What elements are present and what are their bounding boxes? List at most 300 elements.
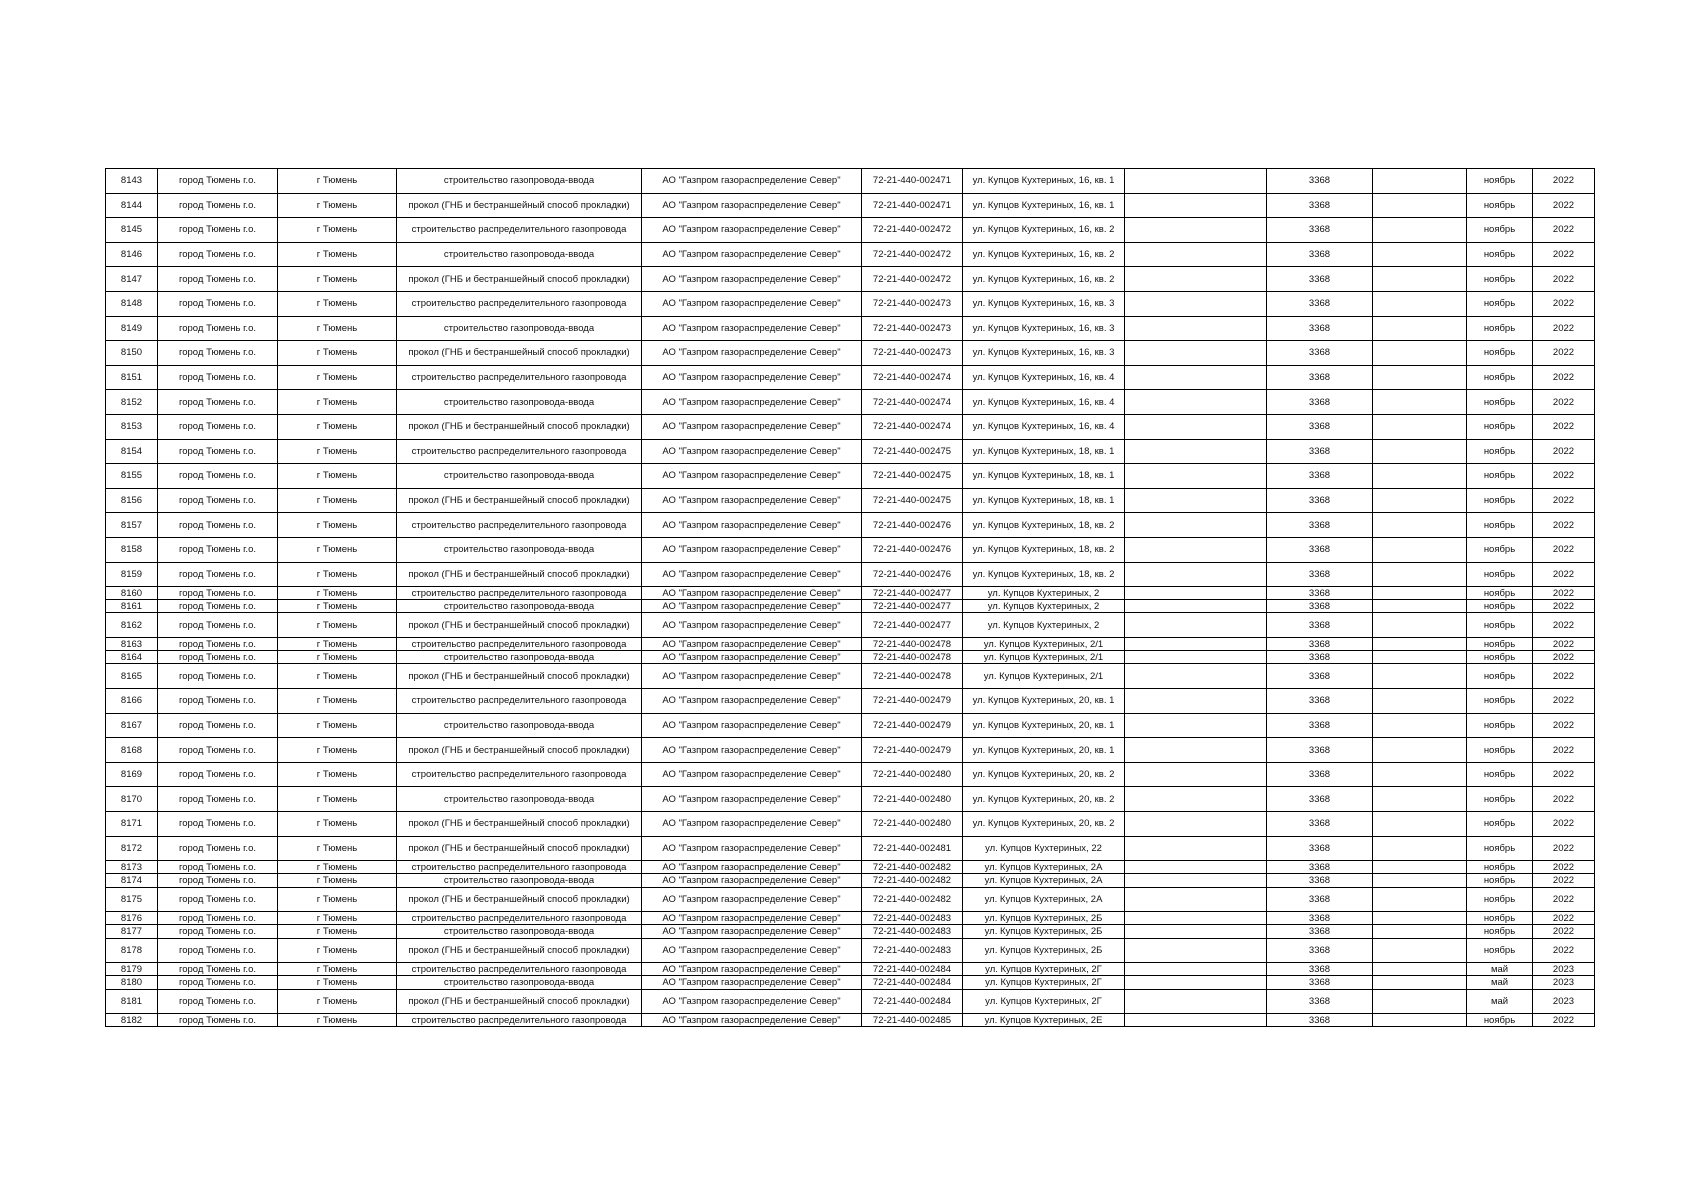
table-row xyxy=(106,613,1595,638)
cell-code: 72-21-440-002478 xyxy=(862,651,963,664)
cell-address: ул. Купцов Кухтериных, 2Г xyxy=(963,976,1125,989)
cell-num: 8145 xyxy=(106,218,158,243)
cell-value: 3368 xyxy=(1267,738,1373,763)
cell-month: ноябрь xyxy=(1467,587,1533,600)
cell-value: 3368 xyxy=(1267,874,1373,887)
cell-code: 72-21-440-002476 xyxy=(862,562,963,587)
cell-blank xyxy=(1373,464,1467,489)
cell-num: 8181 xyxy=(106,989,158,1014)
cell-blank xyxy=(1373,989,1467,1014)
cell-year: 2022 xyxy=(1533,291,1595,316)
table-row xyxy=(106,912,1595,925)
table-row xyxy=(106,861,1595,874)
cell-org: АО "Газпром газораспределение Север" xyxy=(642,439,862,464)
cell-org: АО "Газпром газораспределение Север" xyxy=(642,861,862,874)
cell-blank xyxy=(1373,836,1467,861)
cell-value: 3368 xyxy=(1267,912,1373,925)
cell-num: 8148 xyxy=(106,291,158,316)
cell-org: АО "Газпром газораспределение Север" xyxy=(642,291,862,316)
cell-month: ноябрь xyxy=(1467,713,1533,738)
cell-city: г Тюмень xyxy=(278,925,397,938)
cell-code: 72-21-440-002476 xyxy=(862,537,963,562)
cell-district: город Тюмень г.о. xyxy=(158,488,278,513)
cell-org: АО "Газпром газораспределение Север" xyxy=(642,664,862,689)
cell-blank xyxy=(1373,439,1467,464)
cell-district: город Тюмень г.о. xyxy=(158,738,278,763)
cell-extra xyxy=(1125,365,1267,390)
table-row xyxy=(106,738,1595,763)
cell-value: 3368 xyxy=(1267,762,1373,787)
cell-value: 3368 xyxy=(1267,464,1373,489)
cell-district: город Тюмень г.о. xyxy=(158,689,278,714)
cell-value: 3368 xyxy=(1267,664,1373,689)
cell-month: ноябрь xyxy=(1467,861,1533,874)
cell-city: г Тюмень xyxy=(278,488,397,513)
cell-value: 3368 xyxy=(1267,651,1373,664)
cell-work: прокол (ГНБ и бестраншейный способ прокладки) xyxy=(397,193,642,218)
cell-code: 72-21-440-002475 xyxy=(862,488,963,513)
cell-month: ноябрь xyxy=(1467,664,1533,689)
cell-value: 3368 xyxy=(1267,193,1373,218)
table-row xyxy=(106,713,1595,738)
table-row xyxy=(106,390,1595,415)
cell-month: ноябрь xyxy=(1467,836,1533,861)
cell-code: 72-21-440-002481 xyxy=(862,836,963,861)
cell-work: прокол (ГНБ и бестраншейный способ прокладки) xyxy=(397,836,642,861)
cell-work: строительство газопровода-ввода xyxy=(397,925,642,938)
cell-org: АО "Газпром газораспределение Север" xyxy=(642,689,862,714)
cell-blank xyxy=(1373,537,1467,562)
cell-address: ул. Купцов Кухтериных, 20, кв. 2 xyxy=(963,787,1125,812)
cell-work: строительство газопровода-ввода xyxy=(397,713,642,738)
cell-value: 3368 xyxy=(1267,938,1373,963)
table-row xyxy=(106,787,1595,812)
cell-blank xyxy=(1373,812,1467,837)
cell-address: ул. Купцов Кухтериных, 20, кв. 1 xyxy=(963,738,1125,763)
cell-address: ул. Купцов Кухтериных, 16, кв. 3 xyxy=(963,341,1125,366)
cell-year: 2023 xyxy=(1533,976,1595,989)
cell-code: 72-21-440-002471 xyxy=(862,193,963,218)
cell-year: 2022 xyxy=(1533,812,1595,837)
table-row xyxy=(106,812,1595,837)
cell-org: АО "Газпром газораспределение Север" xyxy=(642,787,862,812)
cell-code: 72-21-440-002483 xyxy=(862,912,963,925)
cell-month: ноябрь xyxy=(1467,613,1533,638)
cell-value: 3368 xyxy=(1267,836,1373,861)
cell-city: г Тюмень xyxy=(278,316,397,341)
cell-address: ул. Купцов Кухтериных, 16, кв. 4 xyxy=(963,365,1125,390)
table-row xyxy=(106,836,1595,861)
cell-num: 8158 xyxy=(106,537,158,562)
cell-district: город Тюмень г.о. xyxy=(158,242,278,267)
cell-value: 3368 xyxy=(1267,812,1373,837)
cell-num: 8166 xyxy=(106,689,158,714)
cell-work: прокол (ГНБ и бестраншейный способ прокладки) xyxy=(397,989,642,1014)
cell-address: ул. Купцов Кухтериных, 16, кв. 1 xyxy=(963,193,1125,218)
cell-month: ноябрь xyxy=(1467,812,1533,837)
cell-extra xyxy=(1125,963,1267,976)
cell-district: город Тюмень г.о. xyxy=(158,787,278,812)
cell-extra xyxy=(1125,169,1267,194)
cell-extra xyxy=(1125,390,1267,415)
cell-city: г Тюмень xyxy=(278,651,397,664)
cell-year: 2022 xyxy=(1533,613,1595,638)
cell-org: АО "Газпром газораспределение Север" xyxy=(642,464,862,489)
cell-extra xyxy=(1125,976,1267,989)
cell-year: 2022 xyxy=(1533,887,1595,912)
cell-city: г Тюмень xyxy=(278,242,397,267)
table-row xyxy=(106,600,1595,613)
cell-work: строительство газопровода-ввода xyxy=(397,600,642,613)
cell-month: ноябрь xyxy=(1467,638,1533,651)
cell-address: ул. Купцов Кухтериных, 18, кв. 1 xyxy=(963,439,1125,464)
cell-district: город Тюмень г.о. xyxy=(158,812,278,837)
cell-num: 8164 xyxy=(106,651,158,664)
cell-year: 2022 xyxy=(1533,861,1595,874)
cell-blank xyxy=(1373,488,1467,513)
table-row xyxy=(106,689,1595,714)
cell-extra xyxy=(1125,316,1267,341)
cell-extra xyxy=(1125,812,1267,837)
cell-num: 8173 xyxy=(106,861,158,874)
cell-org: АО "Газпром газораспределение Север" xyxy=(642,218,862,243)
table-row xyxy=(106,1014,1595,1027)
cell-org: АО "Газпром газораспределение Север" xyxy=(642,587,862,600)
cell-extra xyxy=(1125,488,1267,513)
table-row xyxy=(106,887,1595,912)
cell-code: 72-21-440-002480 xyxy=(862,787,963,812)
cell-org: АО "Газпром газораспределение Север" xyxy=(642,562,862,587)
cell-extra xyxy=(1125,689,1267,714)
cell-city: г Тюмень xyxy=(278,537,397,562)
cell-blank xyxy=(1373,738,1467,763)
table-row xyxy=(106,664,1595,689)
cell-district: город Тюмень г.о. xyxy=(158,316,278,341)
cell-city: г Тюмень xyxy=(278,713,397,738)
cell-value: 3368 xyxy=(1267,169,1373,194)
cell-year: 2022 xyxy=(1533,169,1595,194)
cell-code: 72-21-440-002472 xyxy=(862,267,963,292)
cell-city: г Тюмень xyxy=(278,874,397,887)
cell-org: АО "Газпром газораспределение Север" xyxy=(642,365,862,390)
cell-value: 3368 xyxy=(1267,613,1373,638)
cell-work: строительство распределительного газопровода xyxy=(397,439,642,464)
cell-num: 8143 xyxy=(106,169,158,194)
cell-blank xyxy=(1373,976,1467,989)
cell-district: город Тюмень г.о. xyxy=(158,464,278,489)
cell-org: АО "Газпром газораспределение Север" xyxy=(642,169,862,194)
table-row xyxy=(106,439,1595,464)
cell-work: прокол (ГНБ и бестраншейный способ прокладки) xyxy=(397,562,642,587)
cell-blank xyxy=(1373,169,1467,194)
cell-work: строительство распределительного газопровода xyxy=(397,963,642,976)
cell-city: г Тюмень xyxy=(278,861,397,874)
cell-year: 2023 xyxy=(1533,963,1595,976)
cell-year: 2022 xyxy=(1533,267,1595,292)
cell-month: ноябрь xyxy=(1467,390,1533,415)
cell-org: АО "Газпром газораспределение Север" xyxy=(642,874,862,887)
cell-blank xyxy=(1373,912,1467,925)
table-row xyxy=(106,316,1595,341)
table-row xyxy=(106,989,1595,1014)
cell-district: город Тюмень г.о. xyxy=(158,613,278,638)
cell-extra xyxy=(1125,912,1267,925)
cell-month: ноябрь xyxy=(1467,488,1533,513)
cell-city: г Тюмень xyxy=(278,1014,397,1027)
cell-extra xyxy=(1125,537,1267,562)
cell-month: ноябрь xyxy=(1467,912,1533,925)
cell-value: 3368 xyxy=(1267,887,1373,912)
cell-address: ул. Купцов Кухтериных, 18, кв. 2 xyxy=(963,537,1125,562)
cell-org: АО "Газпром газораспределение Север" xyxy=(642,193,862,218)
cell-value: 3368 xyxy=(1267,1014,1373,1027)
cell-year: 2022 xyxy=(1533,925,1595,938)
cell-month: ноябрь xyxy=(1467,267,1533,292)
cell-city: г Тюмень xyxy=(278,414,397,439)
cell-blank xyxy=(1373,242,1467,267)
table-row xyxy=(106,193,1595,218)
cell-year: 2022 xyxy=(1533,836,1595,861)
cell-code: 72-21-440-002482 xyxy=(862,874,963,887)
cell-address: ул. Купцов Кухтериных, 2/1 xyxy=(963,651,1125,664)
cell-code: 72-21-440-002472 xyxy=(862,242,963,267)
cell-extra xyxy=(1125,651,1267,664)
cell-blank xyxy=(1373,316,1467,341)
table-row xyxy=(106,464,1595,489)
cell-org: АО "Газпром газораспределение Север" xyxy=(642,812,862,837)
cell-city: г Тюмень xyxy=(278,218,397,243)
cell-year: 2022 xyxy=(1533,390,1595,415)
cell-district: город Тюмень г.о. xyxy=(158,976,278,989)
cell-address: ул. Купцов Кухтериных, 18, кв. 2 xyxy=(963,562,1125,587)
cell-month: ноябрь xyxy=(1467,537,1533,562)
table-row xyxy=(106,414,1595,439)
cell-work: прокол (ГНБ и бестраншейный способ прокладки) xyxy=(397,341,642,366)
cell-work: прокол (ГНБ и бестраншейный способ прокладки) xyxy=(397,414,642,439)
cell-org: АО "Газпром газораспределение Север" xyxy=(642,836,862,861)
cell-year: 2022 xyxy=(1533,600,1595,613)
cell-org: АО "Газпром газораспределение Север" xyxy=(642,651,862,664)
cell-month: ноябрь xyxy=(1467,887,1533,912)
cell-value: 3368 xyxy=(1267,861,1373,874)
cell-work: прокол (ГНБ и бестраншейный способ прокладки) xyxy=(397,887,642,912)
cell-month: ноябрь xyxy=(1467,874,1533,887)
cell-num: 8182 xyxy=(106,1014,158,1027)
cell-month: ноябрь xyxy=(1467,341,1533,366)
cell-year: 2022 xyxy=(1533,664,1595,689)
table-row xyxy=(106,291,1595,316)
cell-org: АО "Газпром газораспределение Север" xyxy=(642,989,862,1014)
table-row xyxy=(106,925,1595,938)
cell-code: 72-21-440-002478 xyxy=(862,664,963,689)
cell-work: строительство распределительного газопровода xyxy=(397,762,642,787)
cell-org: АО "Газпром газораспределение Север" xyxy=(642,267,862,292)
cell-extra xyxy=(1125,613,1267,638)
cell-address: ул. Купцов Кухтериных, 2 xyxy=(963,600,1125,613)
cell-value: 3368 xyxy=(1267,488,1373,513)
cell-work: строительство газопровода-ввода xyxy=(397,464,642,489)
cell-code: 72-21-440-002472 xyxy=(862,218,963,243)
cell-city: г Тюмень xyxy=(278,976,397,989)
cell-city: г Тюмень xyxy=(278,169,397,194)
table-row xyxy=(106,488,1595,513)
cell-district: город Тюмень г.о. xyxy=(158,861,278,874)
cell-num: 8144 xyxy=(106,193,158,218)
cell-year: 2022 xyxy=(1533,787,1595,812)
cell-code: 72-21-440-002475 xyxy=(862,439,963,464)
cell-code: 72-21-440-002480 xyxy=(862,762,963,787)
cell-code: 72-21-440-002484 xyxy=(862,976,963,989)
cell-value: 3368 xyxy=(1267,963,1373,976)
cell-year: 2022 xyxy=(1533,193,1595,218)
cell-blank xyxy=(1373,925,1467,938)
cell-district: город Тюмень г.о. xyxy=(158,562,278,587)
cell-value: 3368 xyxy=(1267,989,1373,1014)
cell-address: ул. Купцов Кухтериных, 2 xyxy=(963,587,1125,600)
cell-org: АО "Газпром газораспределение Север" xyxy=(642,762,862,787)
cell-extra xyxy=(1125,861,1267,874)
cell-extra xyxy=(1125,1014,1267,1027)
cell-address: ул. Купцов Кухтериных, 16, кв. 4 xyxy=(963,390,1125,415)
cell-address: ул. Купцов Кухтериных, 2А xyxy=(963,874,1125,887)
cell-code: 72-21-440-002473 xyxy=(862,341,963,366)
cell-year: 2022 xyxy=(1533,464,1595,489)
cell-year: 2022 xyxy=(1533,488,1595,513)
cell-extra xyxy=(1125,738,1267,763)
cell-month: ноябрь xyxy=(1467,513,1533,538)
cell-district: город Тюмень г.о. xyxy=(158,341,278,366)
cell-org: АО "Газпром газораспределение Север" xyxy=(642,600,862,613)
cell-num: 8162 xyxy=(106,613,158,638)
cell-extra xyxy=(1125,291,1267,316)
cell-year: 2022 xyxy=(1533,218,1595,243)
table-row xyxy=(106,874,1595,887)
cell-num: 8168 xyxy=(106,738,158,763)
data-table xyxy=(105,168,1595,1027)
cell-address: ул. Купцов Кухтериных, 2Г xyxy=(963,989,1125,1014)
table-row xyxy=(106,562,1595,587)
cell-district: город Тюмень г.о. xyxy=(158,439,278,464)
cell-district: город Тюмень г.о. xyxy=(158,169,278,194)
cell-num: 8178 xyxy=(106,938,158,963)
table-row xyxy=(106,242,1595,267)
cell-address: ул. Купцов Кухтериных, 16, кв. 2 xyxy=(963,242,1125,267)
cell-address: ул. Купцов Кухтериных, 16, кв. 2 xyxy=(963,267,1125,292)
cell-address: ул. Купцов Кухтериных, 2 xyxy=(963,613,1125,638)
cell-value: 3368 xyxy=(1267,689,1373,714)
table-row xyxy=(106,218,1595,243)
cell-address: ул. Купцов Кухтериных, 2/1 xyxy=(963,638,1125,651)
cell-code: 72-21-440-002474 xyxy=(862,365,963,390)
cell-address: ул. Купцов Кухтериных, 20, кв. 2 xyxy=(963,762,1125,787)
cell-extra xyxy=(1125,600,1267,613)
cell-year: 2022 xyxy=(1533,1014,1595,1027)
table-row xyxy=(106,537,1595,562)
cell-month: ноябрь xyxy=(1467,291,1533,316)
cell-value: 3368 xyxy=(1267,439,1373,464)
cell-work: прокол (ГНБ и бестраншейный способ прокладки) xyxy=(397,488,642,513)
cell-year: 2022 xyxy=(1533,316,1595,341)
cell-blank xyxy=(1373,874,1467,887)
cell-extra xyxy=(1125,414,1267,439)
cell-city: г Тюмень xyxy=(278,638,397,651)
cell-blank xyxy=(1373,291,1467,316)
cell-district: город Тюмень г.о. xyxy=(158,291,278,316)
cell-district: город Тюмень г.о. xyxy=(158,537,278,562)
table-row xyxy=(106,762,1595,787)
cell-address: ул. Купцов Кухтериных, 20, кв. 1 xyxy=(963,689,1125,714)
cell-district: город Тюмень г.о. xyxy=(158,938,278,963)
cell-extra xyxy=(1125,242,1267,267)
cell-extra xyxy=(1125,874,1267,887)
cell-district: город Тюмень г.о. xyxy=(158,651,278,664)
cell-district: город Тюмень г.о. xyxy=(158,836,278,861)
cell-num: 8169 xyxy=(106,762,158,787)
cell-address: ул. Купцов Кухтериных, 2Е xyxy=(963,1014,1125,1027)
cell-org: АО "Газпром газораспределение Север" xyxy=(642,887,862,912)
cell-city: г Тюмень xyxy=(278,365,397,390)
cell-value: 3368 xyxy=(1267,976,1373,989)
cell-city: г Тюмень xyxy=(278,513,397,538)
table-row xyxy=(106,341,1595,366)
table-row xyxy=(106,963,1595,976)
cell-code: 72-21-440-002474 xyxy=(862,414,963,439)
cell-year: 2022 xyxy=(1533,713,1595,738)
cell-org: АО "Газпром газораспределение Север" xyxy=(642,414,862,439)
cell-district: город Тюмень г.о. xyxy=(158,365,278,390)
cell-blank xyxy=(1373,938,1467,963)
cell-month: ноябрь xyxy=(1467,1014,1533,1027)
cell-month: ноябрь xyxy=(1467,762,1533,787)
cell-work: прокол (ГНБ и бестраншейный способ прокладки) xyxy=(397,664,642,689)
cell-address: ул. Купцов Кухтериных, 2/1 xyxy=(963,664,1125,689)
table-row xyxy=(106,267,1595,292)
cell-month: ноябрь xyxy=(1467,242,1533,267)
cell-address: ул. Купцов Кухтериных, 22 xyxy=(963,836,1125,861)
cell-extra xyxy=(1125,925,1267,938)
cell-num: 8165 xyxy=(106,664,158,689)
cell-city: г Тюмень xyxy=(278,562,397,587)
cell-blank xyxy=(1373,762,1467,787)
cell-work: строительство газопровода-ввода xyxy=(397,651,642,664)
cell-blank xyxy=(1373,613,1467,638)
cell-blank xyxy=(1373,414,1467,439)
cell-value: 3368 xyxy=(1267,600,1373,613)
cell-city: г Тюмень xyxy=(278,193,397,218)
cell-city: г Тюмень xyxy=(278,963,397,976)
cell-district: город Тюмень г.о. xyxy=(158,912,278,925)
cell-month: ноябрь xyxy=(1467,439,1533,464)
cell-work: прокол (ГНБ и бестраншейный способ прокладки) xyxy=(397,938,642,963)
cell-district: город Тюмень г.о. xyxy=(158,874,278,887)
cell-address: ул. Купцов Кухтериных, 18, кв. 1 xyxy=(963,488,1125,513)
cell-work: строительство газопровода-ввода xyxy=(397,242,642,267)
cell-extra xyxy=(1125,938,1267,963)
cell-extra xyxy=(1125,787,1267,812)
table-row xyxy=(106,651,1595,664)
cell-num: 8171 xyxy=(106,812,158,837)
cell-city: г Тюмень xyxy=(278,689,397,714)
cell-month: ноябрь xyxy=(1467,365,1533,390)
cell-extra xyxy=(1125,989,1267,1014)
cell-work: строительство распределительного газопровода xyxy=(397,587,642,600)
cell-value: 3368 xyxy=(1267,414,1373,439)
cell-district: город Тюмень г.о. xyxy=(158,762,278,787)
table-row xyxy=(106,976,1595,989)
cell-work: прокол (ГНБ и бестраншейный способ прокладки) xyxy=(397,267,642,292)
cell-address: ул. Купцов Кухтериных, 2Б xyxy=(963,925,1125,938)
cell-address: ул. Купцов Кухтериных, 16, кв. 1 xyxy=(963,169,1125,194)
